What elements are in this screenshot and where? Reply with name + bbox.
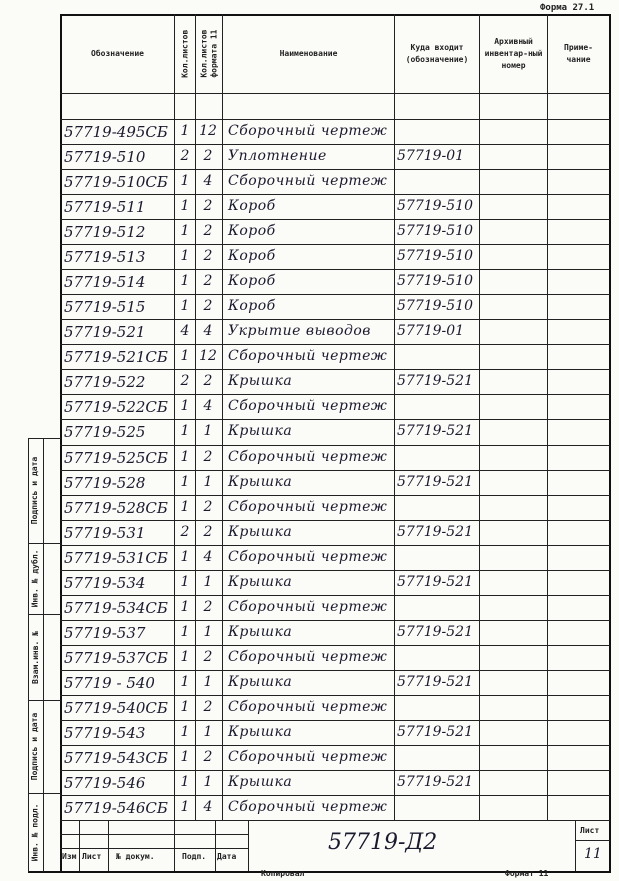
row-sheets-a11: 2 xyxy=(203,699,213,715)
row-designation: 57719-546 xyxy=(64,774,146,792)
row-sheets: 1 xyxy=(180,774,190,790)
row-sheets: 1 xyxy=(180,348,190,364)
row-name: Короб xyxy=(228,223,276,239)
row-divider xyxy=(60,144,610,145)
row-designation: 57719-510 xyxy=(64,148,146,166)
row-name: Крышка xyxy=(228,524,293,540)
row-sheets-a11: 1 xyxy=(203,674,213,690)
row-name: Сборочный чертеж xyxy=(228,699,388,715)
row-sheets: 1 xyxy=(180,248,190,264)
row-where-used: 57719-521 xyxy=(397,674,473,690)
row-name: Крышка xyxy=(228,423,293,439)
header-archive: Архивный инвентар-ный номер xyxy=(484,36,543,70)
row-sheets: 4 xyxy=(180,323,190,339)
row-name: Крышка xyxy=(228,674,293,690)
row-name: Сборочный чертеж xyxy=(228,749,388,765)
row-name: Крышка xyxy=(228,574,293,590)
row-sheets: 1 xyxy=(180,724,190,740)
row-designation: 57719-537 xyxy=(64,624,146,642)
row-designation: 57719-540СБ xyxy=(64,699,168,717)
stamp-designation: 57719-Д2 xyxy=(328,830,438,855)
row-designation: 57719-543 xyxy=(64,724,146,742)
col-line xyxy=(479,14,480,820)
row-sheets: 1 xyxy=(180,599,190,615)
row-divider xyxy=(60,344,610,345)
row-divider xyxy=(60,169,610,170)
row-where-used: 57719-521 xyxy=(397,724,473,740)
stamp-line xyxy=(575,840,610,841)
row-where-used: 57719-521 xyxy=(397,524,473,540)
row-sheets-a11: 2 xyxy=(203,499,213,515)
row-sheets: 1 xyxy=(180,574,190,590)
row-name: Крышка xyxy=(228,774,293,790)
row-sheets: 1 xyxy=(180,474,190,490)
row-name: Крышка xyxy=(228,624,293,640)
row-designation: 57719-513 xyxy=(64,248,146,266)
row-designation: 57719-531 xyxy=(64,524,146,542)
row-divider xyxy=(60,695,610,696)
row-name: Сборочный чертеж xyxy=(228,649,388,665)
row-divider xyxy=(60,770,610,771)
row-name: Короб xyxy=(228,273,276,289)
header-note: Приме-чание xyxy=(564,42,593,64)
header-where-used: Куда входит (обозначение) xyxy=(405,42,469,64)
row-designation: 57719-534СБ xyxy=(64,599,168,617)
row-where-used: 57719-01 xyxy=(397,323,465,339)
frame-left xyxy=(60,14,62,872)
row-sheets: 1 xyxy=(180,449,190,465)
stamp-col-podp: Подп. xyxy=(182,852,207,861)
row-sheets: 1 xyxy=(180,649,190,665)
stamp-col-doc: № докум. xyxy=(116,852,155,861)
row-sheets-a11: 4 xyxy=(203,398,213,414)
row-designation: 57719-511 xyxy=(64,198,146,216)
row-sheets-a11: 1 xyxy=(203,474,213,490)
row-sheets: 1 xyxy=(180,674,190,690)
row-divider xyxy=(60,645,610,646)
col-line xyxy=(195,14,196,820)
col-line xyxy=(174,14,175,820)
row-name: Сборочный чертеж xyxy=(228,449,388,465)
row-designation: 57719-495СБ xyxy=(64,123,168,141)
row-divider xyxy=(60,545,610,546)
row-sheets: 1 xyxy=(180,624,190,640)
row-sheets-a11: 1 xyxy=(203,724,213,740)
row-designation: 57719-531СБ xyxy=(64,549,168,567)
row-sheets: 1 xyxy=(180,198,190,214)
row-name: Сборочный чертеж xyxy=(228,599,388,615)
row-designation: 57719-514 xyxy=(64,273,146,291)
row-divider xyxy=(60,795,610,796)
row-where-used: 57719-510 xyxy=(397,223,473,239)
row-sheets: 1 xyxy=(180,799,190,815)
row-designation: 57719-515 xyxy=(64,298,146,316)
stamp-col xyxy=(575,820,576,871)
row-sheets-a11: 2 xyxy=(203,298,213,314)
row-designation: 57719-521СБ xyxy=(64,348,168,366)
row-name: Сборочный чертеж xyxy=(228,398,388,414)
row-sheets-a11: 4 xyxy=(203,799,213,815)
side-block-mid xyxy=(43,438,44,872)
row-divider xyxy=(60,445,610,446)
row-name: Короб xyxy=(228,298,276,314)
row-divider xyxy=(60,419,610,420)
row-sheets: 1 xyxy=(180,298,190,314)
row-sheets-a11: 2 xyxy=(203,524,213,540)
stamp-col xyxy=(108,820,109,871)
stamp-col xyxy=(79,820,80,871)
row-sheets: 2 xyxy=(180,373,190,389)
row-divider xyxy=(60,194,610,195)
row-designation: 57719-528СБ xyxy=(64,499,168,517)
stamp-line xyxy=(60,834,248,835)
row-divider xyxy=(60,745,610,746)
row-name: Короб xyxy=(228,198,276,214)
stamp-line xyxy=(60,848,248,849)
row-divider xyxy=(60,520,610,521)
row-sheets: 1 xyxy=(180,398,190,414)
row-where-used: 57719-510 xyxy=(397,248,473,264)
row-name: Сборочный чертеж xyxy=(228,499,388,515)
side-label-signature-2: Подпись и дата xyxy=(30,712,40,781)
side-label-duplicate-inv: Инв. № дубл. xyxy=(30,549,40,608)
stamp-col-izm: Изм xyxy=(62,852,77,861)
row-sheets-a11: 12 xyxy=(199,123,217,139)
stamp-col xyxy=(215,820,216,871)
row-sheets-a11: 2 xyxy=(203,248,213,264)
row-where-used: 57719-521 xyxy=(397,624,473,640)
row-designation: 57719-537СБ xyxy=(64,649,168,667)
row-sheets: 1 xyxy=(180,699,190,715)
row-designation: 57719-512 xyxy=(64,223,146,241)
row-designation: 57719 - 540 xyxy=(64,674,155,692)
row-sheets-a11: 1 xyxy=(203,624,213,640)
row-sheets-a11: 2 xyxy=(203,148,213,164)
col-line xyxy=(222,14,223,820)
row-sheets: 1 xyxy=(180,749,190,765)
row-divider xyxy=(60,570,610,571)
frame-right xyxy=(609,14,611,872)
row-sheets: 1 xyxy=(180,549,190,565)
row-sheets: 2 xyxy=(180,524,190,540)
blank-row-divider xyxy=(60,119,610,120)
row-sheets: 1 xyxy=(180,499,190,515)
row-name: Короб xyxy=(228,248,276,264)
col-line xyxy=(547,14,548,820)
row-sheets-a11: 2 xyxy=(203,223,213,239)
row-name: Крышка xyxy=(228,474,293,490)
side-label-replace-inv: Взам.инв. № xyxy=(30,630,40,684)
row-sheets: 1 xyxy=(180,123,190,139)
row-name: Сборочный чертеж xyxy=(228,123,388,139)
row-designation: 57719-510СБ xyxy=(64,173,168,191)
header-designation: Обозначение xyxy=(91,48,144,58)
row-name: Сборочный чертеж xyxy=(228,173,388,189)
row-sheets: 1 xyxy=(180,223,190,239)
row-sheets-a11: 1 xyxy=(203,574,213,590)
stamp-col xyxy=(174,820,175,871)
row-sheets-a11: 12 xyxy=(199,348,217,364)
row-divider xyxy=(60,294,610,295)
row-where-used: 57719-01 xyxy=(397,148,465,164)
footer-format: Формат 11 xyxy=(505,869,549,878)
header-sheets-a11: Кол.листов формата 11 xyxy=(199,29,219,78)
row-divider xyxy=(60,269,610,270)
row-divider xyxy=(60,219,610,220)
row-designation: 57719-522 xyxy=(64,373,146,391)
row-sheets-a11: 4 xyxy=(203,323,213,339)
footer-copied: Копировал xyxy=(261,869,305,878)
row-name: Уплотнение xyxy=(228,148,327,164)
row-sheets-a11: 4 xyxy=(203,549,213,565)
row-divider xyxy=(60,720,610,721)
row-sheets-a11: 2 xyxy=(203,749,213,765)
row-sheets-a11: 2 xyxy=(203,649,213,665)
row-designation: 57719-522СБ xyxy=(64,398,168,416)
row-sheets: 2 xyxy=(180,148,190,164)
row-name: Крышка xyxy=(228,724,293,740)
row-designation: 57719-546СБ xyxy=(64,799,168,817)
stamp-col-date: Дата xyxy=(217,852,237,861)
col-line xyxy=(394,14,395,820)
form-label: Форма 27.1 xyxy=(540,3,595,13)
row-sheets-a11: 2 xyxy=(203,373,213,389)
row-name: Сборочный чертеж xyxy=(228,549,388,565)
row-where-used: 57719-510 xyxy=(397,273,473,289)
row-divider xyxy=(60,470,610,471)
row-designation: 57719-543СБ xyxy=(64,749,168,767)
row-sheets-a11: 2 xyxy=(203,273,213,289)
side-label-original-inv: Инв. № подл. xyxy=(30,803,40,861)
row-sheets-a11: 4 xyxy=(203,173,213,189)
row-divider xyxy=(60,595,610,596)
row-divider xyxy=(60,495,610,496)
row-sheets-a11: 2 xyxy=(203,449,213,465)
row-divider xyxy=(60,394,610,395)
header-name: Наименование xyxy=(279,48,338,58)
row-where-used: 57719-521 xyxy=(397,574,473,590)
row-divider xyxy=(60,620,610,621)
row-sheets-a11: 2 xyxy=(203,198,213,214)
row-sheets-a11: 2 xyxy=(203,599,213,615)
stamp-col xyxy=(248,820,249,871)
row-designation: 57719-525СБ xyxy=(64,449,168,467)
row-where-used: 57719-521 xyxy=(397,423,473,439)
row-divider xyxy=(60,369,610,370)
stamp-col-list: Лист xyxy=(82,852,102,861)
row-designation: 57719-534 xyxy=(64,574,146,592)
row-name: Крышка xyxy=(228,373,293,389)
row-designation: 57719-521 xyxy=(64,323,146,341)
row-where-used: 57719-521 xyxy=(397,474,473,490)
row-name: Сборочный чертеж xyxy=(228,799,388,815)
row-designation: 57719-528 xyxy=(64,474,146,492)
row-sheets: 1 xyxy=(180,423,190,439)
row-name: Укрытие выводов xyxy=(228,323,371,339)
stamp-sheet-number: 11 xyxy=(584,846,602,862)
row-sheets-a11: 1 xyxy=(203,423,213,439)
stamp-top xyxy=(60,820,610,821)
row-where-used: 57719-521 xyxy=(397,373,473,389)
row-where-used: 57719-510 xyxy=(397,198,473,214)
row-divider xyxy=(60,319,610,320)
row-name: Сборочный чертеж xyxy=(228,348,388,364)
header-divider xyxy=(60,93,610,94)
row-sheets-a11: 1 xyxy=(203,774,213,790)
row-where-used: 57719-521 xyxy=(397,774,473,790)
header-sheets-count: Кол.листов xyxy=(180,29,190,78)
stamp-sheet-label: Лист xyxy=(580,826,600,835)
row-divider xyxy=(60,670,610,671)
row-where-used: 57719-510 xyxy=(397,298,473,314)
row-designation: 57719-525 xyxy=(64,423,146,441)
side-label-signature-1: Подпись и дата xyxy=(30,456,40,525)
row-sheets: 1 xyxy=(180,173,190,189)
row-divider xyxy=(60,244,610,245)
row-sheets: 1 xyxy=(180,273,190,289)
